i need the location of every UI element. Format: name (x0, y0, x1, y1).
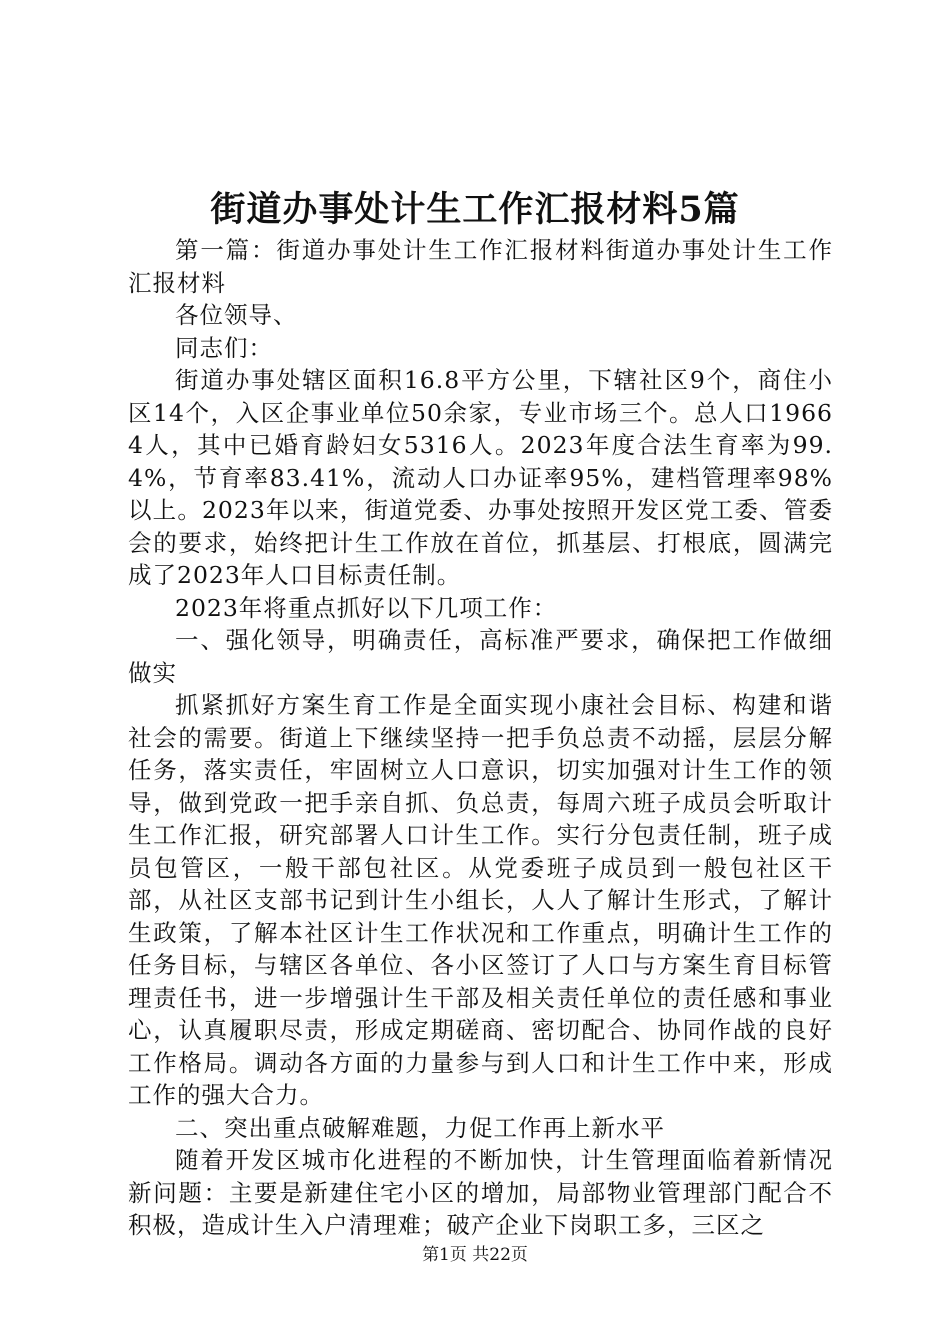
paragraph-section-one-body: 抓紧抓好方案生育工作是全面实现小康社会目标、构建和谐社会的需要。街道上下继续坚持一把手负总责不动摇，层层分解任务，落实责任，牢固树立人口意识，切实加强对计生工作的领导，做到党政一把手亲自抓、负总责，每周六班子成员会听取计生工作汇报，研究部署人口计生工作。实行分包责任制，班子成员包管区，一般干部包社区。从党委班子成员到一般包社区干部，从社区支部书记到计生小组长，人人了解计生形式，了解计生政策，了解本社区计生工作状况和工作重点，明确计生工作的任务目标，与辖区各单位、各小区签订了人口与方案生育目标管理责任书，进一步增强计生干部及相关责任单位的责任感和事业心，认真履职尽责，形成定期磋商、密切配合、协同作战的良好工作格局。调动各方面的力量参与到人口和计生工作中来，形成工作的强大合力。 (128, 691, 833, 1109)
paragraph-section-two-body: 随着开发区城市化进程的不断加快，计生管理面临着新情况新问题：主要是新建住宅小区的增加，局部物业管理部门配合不积极，造成计生入户清理难；破产企业下岗职工多，三区之 (128, 1146, 833, 1239)
paragraph-salutation-comrades: 同志们： (175, 333, 273, 362)
paragraph-salutation-leaders: 各位领导、 (175, 301, 298, 329)
paragraph-overview: 街道办事处辖区面积16.8平方公里，下辖社区9个，商住小区14个，入区企事业单位50余家，专业市场三个。总人口19664人，其中已婚育龄妇女5316人。2023年度合法生育率为99.4%，节育率83.41%，流动人口办证率95%，建档管理率98%以上。2023年以来，街道党委、办事处按照开发区党工委、管委会的要求，始终把计生工作放在首位，抓基层、打根底，圆满完成了2023年人口目标责任制。 (128, 366, 833, 589)
paragraph-intro-heading: 第一篇：街道办事处计生工作汇报材料街道办事处计生工作汇报材料 (128, 236, 833, 297)
document-title: 街道办事处计生工作汇报材料5篇 (210, 189, 740, 230)
section-heading-one: 一、强化领导，明确责任，高标准严要求，确保把工作做细做实 (128, 626, 833, 687)
paragraph-key-work-intro: 2023年将重点抓好以下几项工作： (175, 593, 558, 622)
document-body (128, 234, 833, 1242)
section-heading-two: 二、突出重点破解难题，力促工作再上新水平 (175, 1113, 665, 1142)
page-footer: 第1页 共22页 (422, 1245, 528, 1265)
